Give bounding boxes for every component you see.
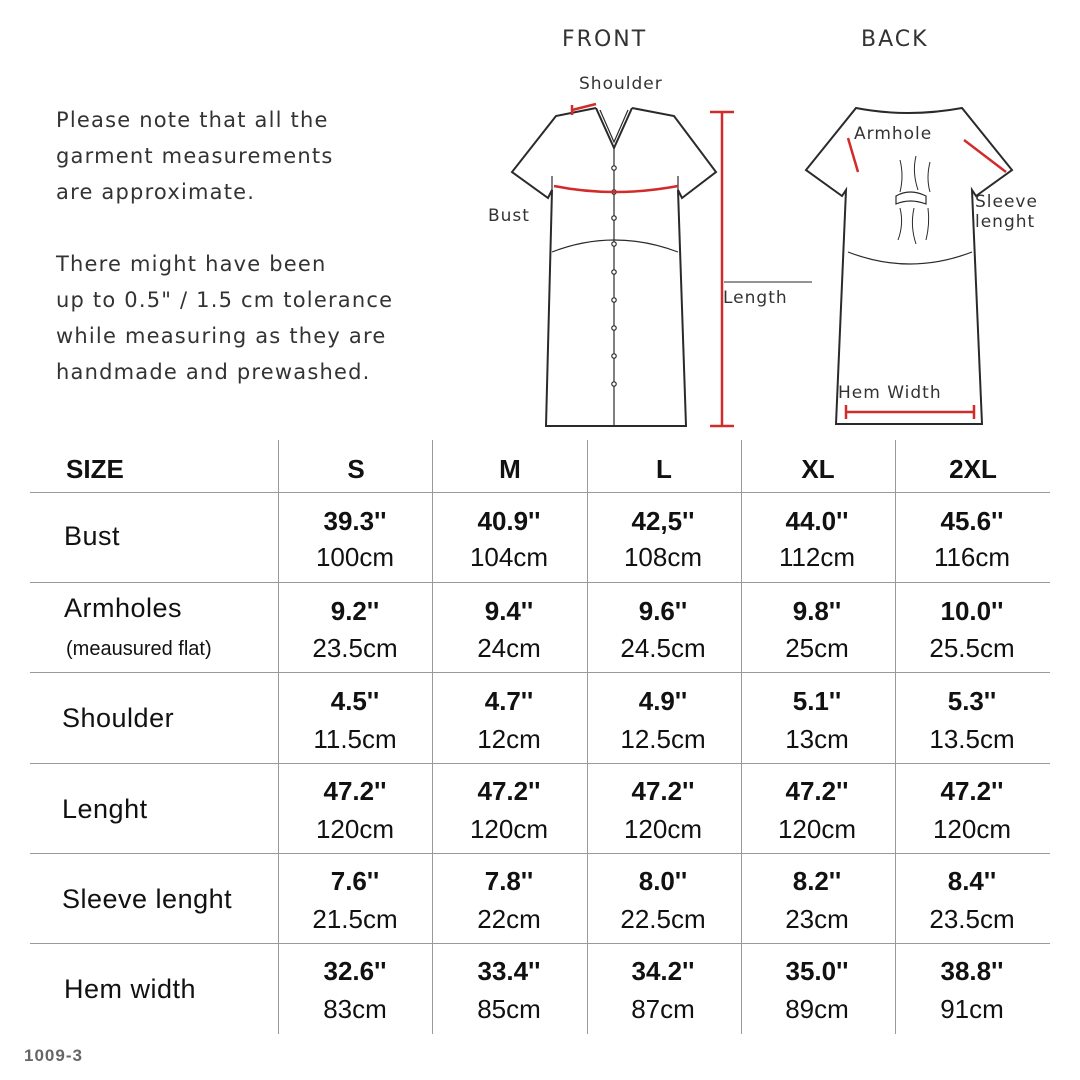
value-inches: 8.4'' bbox=[947, 866, 997, 896]
value-cm: 12.5cm bbox=[620, 724, 706, 754]
size-2xl-header: 2XL bbox=[949, 454, 997, 484]
product-code: 1009-3 bbox=[24, 1046, 83, 1065]
value-cm: 108cm bbox=[623, 542, 703, 572]
value-inches: 42,5'' bbox=[631, 506, 695, 536]
length-label: Length bbox=[723, 288, 788, 308]
header-divider bbox=[30, 492, 1050, 493]
value-inches: 40.9'' bbox=[477, 506, 541, 536]
value-cm: 120cm bbox=[315, 814, 395, 844]
front-dress-drawing bbox=[512, 108, 716, 426]
row-label: Sleeve lenght bbox=[62, 884, 233, 914]
column-divider bbox=[895, 440, 896, 1034]
value-cm: 104cm bbox=[469, 542, 549, 572]
row-sublabel: (meausured flat) bbox=[66, 638, 212, 660]
value-cm: 116cm bbox=[933, 542, 1011, 572]
value-inches: 47.2'' bbox=[940, 776, 1004, 806]
value-inches: 45.6'' bbox=[940, 506, 1004, 536]
value-inches: 7.8'' bbox=[484, 866, 534, 896]
value-inches: 7.6'' bbox=[330, 866, 380, 896]
value-inches: 35.0'' bbox=[785, 956, 849, 986]
value-inches: 9.2'' bbox=[330, 596, 380, 626]
value-cm: 23cm bbox=[785, 904, 849, 934]
column-divider bbox=[432, 440, 433, 1034]
back-view-label: BACK bbox=[861, 27, 929, 52]
value-inches: 33.4'' bbox=[477, 956, 541, 986]
value-inches: 47.2'' bbox=[477, 776, 541, 806]
row-label: Armholes bbox=[64, 593, 183, 623]
value-cm: 120cm bbox=[932, 814, 1012, 844]
garment-diagram bbox=[0, 0, 1080, 440]
value-cm: 11.5cm bbox=[313, 724, 397, 754]
value-inches: 4.9'' bbox=[638, 686, 688, 716]
value-cm: 23.5cm bbox=[929, 904, 1015, 934]
row-label: Bust bbox=[64, 521, 121, 551]
value-inches: 5.3'' bbox=[947, 686, 997, 716]
hem-width-label: Hem Width bbox=[838, 383, 942, 403]
value-cm: 22cm bbox=[477, 904, 541, 934]
value-cm: 83cm bbox=[323, 994, 387, 1024]
value-inches: 9.6'' bbox=[638, 596, 688, 626]
front-measure-marks bbox=[554, 104, 812, 426]
value-cm: 120cm bbox=[777, 814, 857, 844]
value-cm: 13cm bbox=[785, 724, 849, 754]
value-cm: 23.5cm bbox=[312, 633, 398, 663]
bust-label: Bust bbox=[488, 206, 530, 226]
front-view-label: FRONT bbox=[562, 27, 648, 52]
value-cm: 89cm bbox=[785, 994, 849, 1024]
value-cm: 21.5cm bbox=[312, 904, 398, 934]
value-cm: 25.5cm bbox=[929, 633, 1015, 663]
row-divider bbox=[30, 853, 1050, 854]
value-inches: 32.6'' bbox=[323, 956, 387, 986]
note-approximate: Please note that all the garment measurements are approximate. bbox=[56, 108, 334, 204]
row-divider bbox=[30, 763, 1050, 764]
value-cm: 12cm bbox=[477, 724, 541, 754]
value-cm: 120cm bbox=[623, 814, 703, 844]
row-divider bbox=[30, 582, 1050, 583]
value-inches: 8.2'' bbox=[792, 866, 842, 896]
row-label: Hem width bbox=[64, 974, 197, 1004]
armhole-label: Armhole bbox=[854, 124, 933, 144]
value-cm: 100cm bbox=[315, 542, 395, 572]
bust-mark bbox=[554, 186, 678, 192]
value-inches: 5.1'' bbox=[792, 686, 842, 716]
value-inches: 4.7'' bbox=[484, 686, 534, 716]
value-inches: 47.2'' bbox=[631, 776, 695, 806]
row-label: Lenght bbox=[62, 794, 148, 824]
value-cm: 112cm bbox=[778, 542, 856, 572]
value-cm: 13.5cm bbox=[929, 724, 1015, 754]
size-xl-header: XL bbox=[801, 454, 835, 484]
value-inches: 8.0'' bbox=[638, 866, 688, 896]
value-cm: 24cm bbox=[477, 633, 541, 663]
row-divider bbox=[30, 672, 1050, 673]
value-inches: 9.4'' bbox=[484, 596, 534, 626]
value-inches: 38.8'' bbox=[940, 956, 1004, 986]
size-header: SIZE bbox=[66, 454, 124, 484]
value-inches: 39.3'' bbox=[323, 506, 387, 536]
value-cm: 120cm bbox=[469, 814, 549, 844]
row-divider bbox=[30, 943, 1050, 944]
value-inches: 4.5'' bbox=[330, 686, 380, 716]
value-cm: 91cm bbox=[940, 994, 1004, 1024]
note-tolerance: There might have been up to 0.5" / 1.5 cm tolerance while measuring as they are handmade and prewashed. bbox=[56, 252, 394, 384]
shoulder-label: Shoulder bbox=[579, 74, 663, 94]
size-s-header: S bbox=[347, 454, 365, 484]
value-cm: 24.5cm bbox=[620, 633, 706, 663]
back-dress-drawing bbox=[806, 108, 1012, 424]
value-inches: 47.2'' bbox=[785, 776, 849, 806]
value-inches: 34.2'' bbox=[631, 956, 695, 986]
value-cm: 22.5cm bbox=[620, 904, 706, 934]
size-m-header: M bbox=[499, 454, 521, 484]
value-inches: 10.0'' bbox=[940, 596, 1004, 626]
value-inches: 9.8'' bbox=[792, 596, 842, 626]
value-cm: 85cm bbox=[477, 994, 541, 1024]
value-cm: 87cm bbox=[631, 994, 695, 1024]
value-cm: 25cm bbox=[785, 633, 849, 663]
value-inches: 44.0'' bbox=[785, 506, 849, 536]
sleeve-label: Sleeve lenght bbox=[975, 192, 1038, 232]
size-l-header: L bbox=[656, 454, 672, 484]
column-divider bbox=[278, 440, 279, 1034]
row-label: Shoulder bbox=[62, 703, 175, 733]
back-measure-marks bbox=[846, 138, 1006, 419]
value-inches: 47.2'' bbox=[323, 776, 387, 806]
